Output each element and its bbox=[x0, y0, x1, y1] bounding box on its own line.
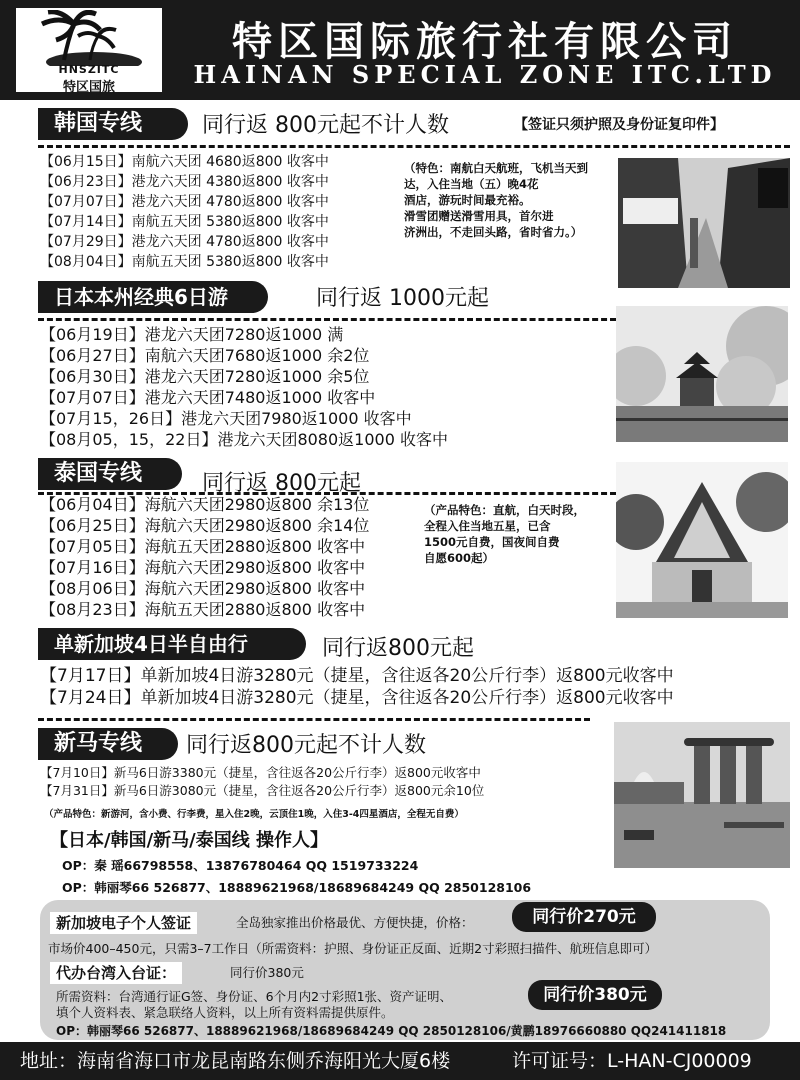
korea-visa-note: 【签证只须护照及身份证复印件】 bbox=[514, 117, 724, 133]
section-divider bbox=[38, 318, 616, 321]
list-item: 【08月23日】海航五天团2880返800 收客中 bbox=[40, 600, 366, 619]
list-item: 【07月07日】港龙六天团 4780返800 收客中 bbox=[40, 194, 329, 210]
footer-address: 地址：海南省海口市龙昆南路东侧乔海阳光大厦6楼 bbox=[20, 1050, 451, 1072]
singapore-schedule-list bbox=[40, 665, 674, 709]
thailand-section-label: 泰国专线 bbox=[38, 458, 182, 490]
korea-section-label: 韩国专线 bbox=[38, 108, 188, 140]
palm-tree-icon bbox=[34, 10, 144, 66]
tw-permit-detail-1: 所需资料：台湾通行证G签、身份证、6个月内2寸彩照1张、资产证明、 bbox=[56, 989, 453, 1004]
list-item: 【07月07日】港龙六天团7480返1000 收客中 bbox=[40, 388, 376, 407]
list-item: 【7月10日】新马6日游3380元（捷星，含往返各20公斤行李）返800元收客中 bbox=[40, 765, 481, 780]
company-logo bbox=[14, 6, 164, 94]
singapore-headline: 同行返800元起 bbox=[322, 636, 474, 661]
list-item: 【06月19日】港龙六天团7280返1000 满 bbox=[40, 325, 344, 344]
thailand-feature-note: （产品特色：直航，白天时段， 全程入住当地五星，已含 1500元自费，国夜间自费 自愿600起） bbox=[424, 503, 585, 565]
operators-title: 【日本/韩国/新马/泰国线 操作人】 bbox=[50, 830, 328, 851]
logo-cn-text: 特区国旅 bbox=[62, 80, 115, 95]
korea-feature-note: （特色：南航白天航班，飞机当天到 达，入住当地（五）晚4花 酒店，游玩时间最充裕。 滑雪团赠送滑雪用具，首尔进 济洲出，不走回头路，省时省力。） bbox=[404, 161, 588, 239]
visa-operator-contact: OP：韩丽琴66 526877、18889621968/18689684249 QQ 2850128106/黄鹏18976660880 QQ241411818 bbox=[56, 1024, 727, 1038]
tw-permit-price-badge: 同行价380元 bbox=[528, 980, 662, 1010]
japan-castle-photo bbox=[616, 306, 788, 442]
tw-permit-desc: 同行价380元 bbox=[230, 965, 304, 980]
tw-permit-detail-2: 填个人资料表、紧急联络人资料，以上所有资料需提供原件。 bbox=[56, 1005, 394, 1020]
operator-contact-2: OP：韩丽琴66 526877、18889621968/18689684249 QQ 2850128106 bbox=[62, 880, 532, 895]
xinma-schedule-list bbox=[40, 764, 484, 800]
section-divider bbox=[38, 145, 790, 148]
korea-headline: 同行返 800元起不计人数 bbox=[202, 113, 449, 138]
list-item: 【08月06日】海航六天团2980返800 收客中 bbox=[40, 579, 366, 598]
japan-section-label: 日本本州经典6日游 bbox=[38, 281, 268, 313]
section-divider bbox=[38, 718, 590, 721]
logo-en-text: HNSZITC bbox=[58, 63, 120, 76]
marina-bay-photo bbox=[614, 722, 790, 868]
company-name-en: HAINAN SPECIAL ZONE ITC.LTD bbox=[193, 60, 777, 89]
company-name-cn: 特区国际旅行社有限公司 bbox=[232, 18, 738, 65]
list-item: 【06月30日】港龙六天团7280返1000 余5位 bbox=[40, 367, 370, 386]
japan-headline: 同行返 1000元起 bbox=[316, 286, 489, 311]
japan-schedule-list bbox=[40, 324, 448, 450]
sg-visa-detail: 市场价400–450元，只需3–7工作日（所需资料：护照、身份证正反面、近期2寸彩照扫描件、航班信息即可） bbox=[48, 941, 658, 956]
list-item: 【07月14日】南航五天团 5380返800 收客中 bbox=[40, 214, 329, 230]
list-item: 【07月16日】海航六天团2980返800 收客中 bbox=[40, 558, 366, 577]
xinma-headline: 同行返800元起不计人数 bbox=[186, 733, 426, 758]
list-item: 【07月29日】港龙六天团 4780返800 收客中 bbox=[40, 234, 329, 250]
operator-contact-1: OP：秦 瑶66798558、13876780464 QQ 1519733224 bbox=[62, 858, 419, 873]
list-item: 【7月31日】新马6日游3080元（捷星，含往返各20公斤行李）返800元余10位 bbox=[40, 783, 485, 798]
singapore-section-label: 单新加坡4日半自由行 bbox=[38, 628, 306, 660]
list-item: 【06月23日】港龙六天团 4380返800 收客中 bbox=[40, 174, 329, 190]
list-item: 【7月24日】单新加坡4日游3280元（捷星，含往返各20公斤行李）返800元收客中 bbox=[40, 688, 674, 708]
list-item: 【7月17日】单新加坡4日游3280元（捷星，含往返各20公斤行李）返800元收客中 bbox=[40, 666, 674, 686]
xinma-feature-note: （产品特色：新游河，含小费、行李费，星入住2晚，云顶住1晚，入住3-4四星酒店，全程无自费） bbox=[44, 809, 464, 820]
footer-license: 许可证号：L-HAN-CJ00009 bbox=[512, 1050, 752, 1072]
list-item: 【06月27日】南航六天团7680返1000 余2位 bbox=[40, 346, 370, 365]
list-item: 【08月05，15，22日】港龙六天团8080返1000 收客中 bbox=[40, 430, 448, 449]
thailand-schedule-list bbox=[40, 494, 369, 620]
sg-visa-title: 新加坡电子个人签证 bbox=[50, 912, 197, 934]
list-item: 【07月05日】海航五天团2880返800 收客中 bbox=[40, 537, 366, 556]
list-item: 【07月15，26日】港龙六天团7980返1000 收客中 bbox=[40, 409, 412, 428]
thailand-headline: 同行返 800元起 bbox=[202, 471, 361, 496]
xinma-section-label: 新马专线 bbox=[38, 728, 178, 760]
sg-visa-desc: 全岛独家推出价格最优、方便快捷，价格： bbox=[236, 915, 474, 930]
thai-temple-photo bbox=[616, 462, 788, 618]
list-item: 【06月25日】海航六天团2980返800 余14位 bbox=[40, 516, 370, 535]
list-item: 【06月04日】海航六天团2980返800 余13位 bbox=[40, 495, 370, 514]
seoul-street-photo bbox=[618, 158, 790, 288]
footer-bar bbox=[0, 1042, 800, 1080]
korea-schedule-list bbox=[40, 152, 329, 272]
list-item: 【06月15日】南航六天团 4680返800 收客中 bbox=[40, 154, 329, 170]
sg-visa-price-badge: 同行价270元 bbox=[512, 902, 656, 932]
tw-permit-title: 代办台湾入台证： bbox=[50, 962, 182, 984]
list-item: 【08月04日】南航五天团 5380返800 收客中 bbox=[40, 254, 329, 270]
